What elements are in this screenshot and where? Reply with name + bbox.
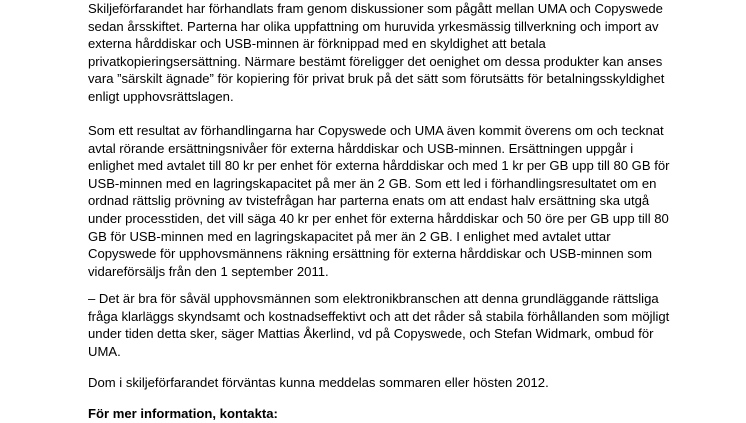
paragraph-verdict-timing: Dom i skiljeförfarandet förväntas kunna meddelas sommaren eller hösten 2012. [88, 375, 549, 390]
paragraph-quote: – Det är bra för såväl upphovsmännen som elektronikbranschen att denna grundläggande rättsliga fråga klarläggs skyndsamt och kostnadseffektivt och att det råder så stabila förhållanden som möjligt under tiden detta sker, säger Mattias Åkerlind, vd på Copyswede, och Stefan Widmark, ombud för UMA. [88, 291, 670, 359]
contact-heading: För mer information, kontakta: [88, 406, 278, 421]
paragraph-arbitration-background: Skiljeförfarandet har förhandlats fram genom diskussioner som pågått mellan UMA och Copyswede sedan årsskiftet. Parterna har olika uppfattning om huruvida yrkesmässig tillverkning och import av externa hårddiskar och USB-minnen är förknippad med en skyldighet att betala privatkopieringsersättning. Närmare bestämt föreligger det oenighet om dessa produkter kan anses vara ”särskilt ägnade” för kopiering för privat bruk på det sätt som förutsätts för betalningsskyldighet enligt upphovsrättslagen. [88, 1, 665, 104]
paragraph-compensation-agreement: Som ett resultat av förhandlingarna har Copyswede och UMA även kommit överens om och tecknat avtal rörande ersättningsnivåer för externa hårddiskar och USB-minnen. Ersättningen uppgår i enlighet med avtalet till 80 kr per enhet för externa hårddiskar och med 1 kr per GB upp till 80 GB för USB-minnen med en lagringskapacitet på mer än 2 GB. Som ett led i förhandlingsresultatet om en ordnad rättslig prövning av tvistefrågan har parterna enats om att endast halv ersättning ska utgå under processtiden, det vill säga 40 kr per enhet för externa hårddiskar och 50 öre per GB upp till 80 GB för USB-minnen med en lagringskapacitet på mer än 2 GB. I enlighet med avtalet uttar Copyswede för upphovsmännens räkning ersättning för externa hårddiskar och USB-minnen som vidareförsäljs från den 1 september 2011. [88, 123, 670, 279]
